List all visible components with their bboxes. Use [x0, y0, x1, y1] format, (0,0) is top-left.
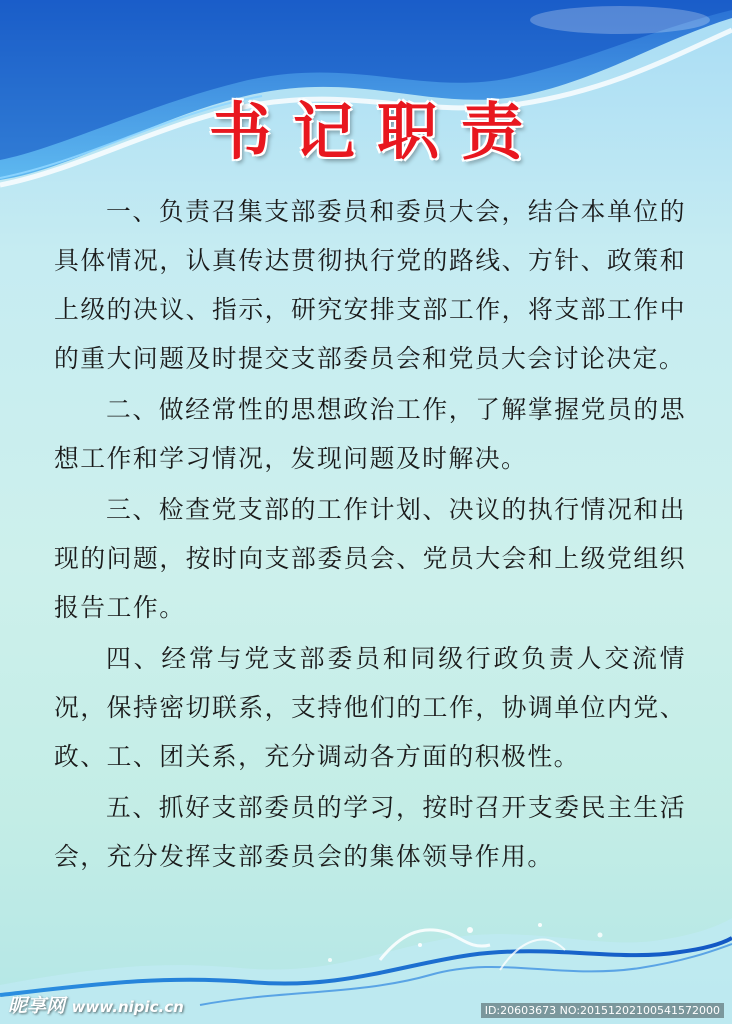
duty-paragraph-3: 三、检查党支部的工作计划、决议的执行情况和出现的问题，按时向支部委员会、党员大会和上级党组织报告工作。 — [54, 495, 686, 622]
duty-paragraph-1: 一、负责召集支部委员和委员大会，结合本单位的具体情况，认真传达贯彻执行党的路线、方针、政策和上级的决议、指示，研究安排支部工作，将支部工作中的重大问题及时提交支部委员会和党员大会讨论决定。 — [54, 197, 686, 373]
watermark-logo — [8, 991, 184, 1018]
duty-paragraph-2: 二、做经常性的思想政治工作，了解掌握党员的思想工作和学习情况，发现问题及时解决。 — [54, 395, 686, 473]
duty-paragraph-4: 四、经常与党支部委员和同级行政负责人交流情况，保持密切联系，支持他们的工作，协调单位内党、政、工、团关系，充分调动各方面的积极性。 — [54, 644, 686, 771]
page-title: 书记职责 — [208, 95, 545, 168]
duties-content — [54, 187, 686, 881]
watermark-logo-text: 昵享网 — [8, 995, 66, 1017]
watermark-url: www.nipic.cn — [71, 998, 184, 1016]
duty-paragraph-5: 五、抓好支部委员的学习，按时召开支委民主生活会，充分发挥支部委员会的集体领导作用。 — [54, 793, 686, 871]
watermark-id: ID:20603673 NO:20151202100541572000 — [481, 1003, 724, 1018]
